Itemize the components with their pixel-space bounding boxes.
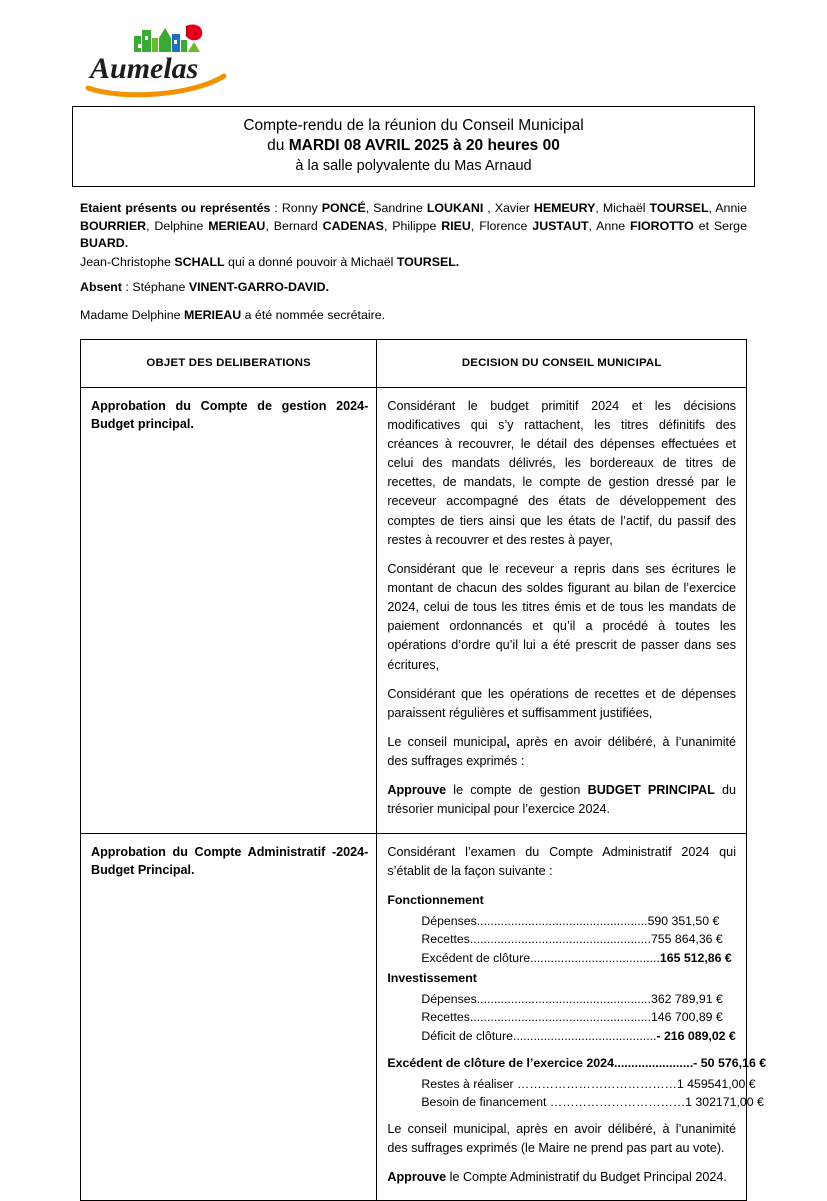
fin-total-dots: ....................... bbox=[613, 1056, 694, 1071]
attendance-present: Etaient présents ou représentés : Ronny PONCÉ, Sandrine LOUKANI , Xavier HEMEURY, Michaël TOURSEL, Annie BOURRIER, Delphine MERIEAU, Bernard CADENAS, Philippe RIEU, Florence JUSTAUT, Anne FIOROTTO et Serge BUARD. bbox=[80, 201, 747, 251]
attendance-block bbox=[80, 200, 747, 325]
approve-2: Approuve le Compte Administratif du Budget Principal 2024. bbox=[387, 1170, 727, 1185]
commune-logo bbox=[82, 18, 232, 100]
fin-dots: ...................................... bbox=[530, 950, 660, 965]
attendance-absent: Absent : Stéphane VINENT-GARRO-DAVID. bbox=[80, 280, 330, 295]
considerant-2a: Considérant l’examen du Compte Administratif 2024 qui s’établit de la façon suivante : bbox=[387, 844, 736, 878]
fin-dots: .................................................. bbox=[476, 913, 648, 928]
fin-line bbox=[421, 912, 736, 930]
row-decision-1 bbox=[377, 387, 747, 833]
fin-line bbox=[421, 949, 736, 967]
fin-label: Restes à réaliser bbox=[421, 1076, 518, 1091]
fin-label: Besoin de financement bbox=[421, 1095, 550, 1110]
fin-line bbox=[421, 1027, 736, 1045]
table-row bbox=[81, 387, 747, 833]
fin-dots: ..................................................... bbox=[469, 932, 651, 947]
fin-amount: 362 789,91 € bbox=[650, 991, 723, 1006]
fin-label: Dépenses bbox=[421, 991, 477, 1006]
fin-amount: 590 351,50 € bbox=[647, 913, 720, 928]
title-line-2 bbox=[79, 136, 748, 156]
considerant-1b: Considérant que le receveur a repris dans ses écritures le montant de chacun des soldes figurant au bilan de l’exercice 2024, celui de tous les titres émis et de tous les mandats de paiement ordonnancés et qu’il a procédé à toutes les opérations d’ordre qu’il lui a été prescrit de passer dans ses écritures, bbox=[387, 561, 736, 672]
table-header-row bbox=[81, 339, 747, 387]
title-line-2-prefix: du bbox=[267, 137, 289, 155]
fin-amount: - 216 089,02 € bbox=[656, 1028, 736, 1043]
fin-total-line bbox=[387, 1054, 767, 1073]
section-heading-investissement: Investissement bbox=[387, 970, 477, 985]
document-title-box bbox=[72, 106, 755, 187]
fin-line bbox=[421, 1008, 736, 1026]
considerant-1c: Considérant que les opérations de recettes et de dépenses paraissent régulières et suffisamment justifiées, bbox=[387, 686, 736, 720]
fin-label: Recettes bbox=[421, 932, 470, 947]
fin-total-amount: - 50 576,16 € bbox=[693, 1056, 767, 1071]
approve-1: Approuve le compte de gestion BUDGET PRINCIPAL du trésorier municipal pour l’exercice 2024. bbox=[387, 783, 737, 817]
fin-label: Excédent de clôture bbox=[421, 950, 531, 965]
fin-label: Déficit de clôture bbox=[421, 1028, 513, 1043]
considerant-1a: Considérant le budget primitif 2024 et les décisions modificatives qui s’y rattachent, les titres définitifs des créances à recouvrer, le détail des dépenses effectuées et celui des mandats délivrés, les bordereaux de titres de recettes, de mandats, le compte de gestion dressé par le receveur accompagné des états de développement des comptes de tiers ainsi que les états de l’actif, du passif des restes à recouvrer et des restes à payer, bbox=[387, 398, 736, 547]
deliberation-1: Le conseil municipal, après en avoir délibéré, à l’unanimité des suffrages exprimés : bbox=[387, 734, 736, 769]
fin-line bbox=[421, 930, 736, 948]
fin-line bbox=[421, 1093, 764, 1111]
fin-dots: ………………………………… bbox=[517, 1076, 677, 1091]
fin-lines-investissement bbox=[387, 990, 736, 1045]
fin-dots: ................................................... bbox=[476, 991, 651, 1006]
fin-lines-fonctionnement bbox=[387, 912, 736, 967]
attendance-proxy: Jean-Christophe SCHALL qui a donné pouvoir à Michaël TOURSEL. bbox=[80, 254, 460, 269]
fin-line bbox=[421, 1075, 756, 1093]
column-header-objet: OBJET DES DELIBERATIONS bbox=[81, 339, 377, 387]
fin-dots: .......................................... bbox=[512, 1028, 657, 1043]
deliberations-table bbox=[80, 339, 767, 1201]
fin-amount: 165 512,86 € bbox=[659, 950, 732, 965]
fin-amount: 1 302171,00 € bbox=[685, 1095, 764, 1110]
fin-label: Recettes bbox=[421, 1010, 470, 1025]
fin-sub-lines bbox=[387, 1075, 764, 1112]
svg-text:Aumelas: Aumelas bbox=[90, 52, 199, 85]
title-line-1: Compte-rendu de la réunion du Conseil Municipal bbox=[243, 117, 584, 134]
fin-amount: 146 700,89 € bbox=[650, 1010, 723, 1025]
fin-total-label: Excédent de clôture de l’exercice 2024 bbox=[387, 1056, 614, 1071]
financial-section-investissement bbox=[387, 969, 736, 1045]
row-objet-2: Approbation du Compte Administratif -2024-Budget Principal. bbox=[81, 833, 377, 1201]
title-line-2-date: MARDI 08 AVRIL 2025 à 20 heures 00 bbox=[288, 137, 560, 155]
title-line-3: à la salle polyvalente du Mas Arnaud bbox=[295, 157, 532, 174]
section-heading-fonctionnement: Fonctionnement bbox=[387, 892, 484, 907]
row-decision-2 bbox=[377, 833, 767, 1201]
fin-dots: ..................................................... bbox=[469, 1010, 651, 1025]
fin-amount: 1 459541,00 € bbox=[676, 1076, 756, 1091]
attendance-secretary: Madame Delphine MERIEAU a été nommée secrétaire. bbox=[80, 308, 386, 323]
aumelas-logo-icon bbox=[82, 18, 232, 100]
row-objet-1: Approbation du Compte de gestion 2024-Budget principal. bbox=[81, 387, 377, 833]
financial-section-fonctionnement bbox=[387, 891, 736, 967]
fin-dots: …………………………… bbox=[549, 1095, 686, 1110]
fin-amount: 755 864,36 € bbox=[650, 932, 723, 947]
deliberation-2: Le conseil municipal, après en avoir délibéré, à l’unanimité des suffrages exprimés (le Maire ne prend pas part au vote). bbox=[387, 1121, 736, 1155]
table-row bbox=[81, 833, 747, 1201]
fin-label: Dépenses bbox=[421, 913, 477, 928]
fin-line bbox=[421, 990, 736, 1008]
column-header-decision: DECISION DU CONSEIL MUNICIPAL bbox=[377, 339, 747, 387]
